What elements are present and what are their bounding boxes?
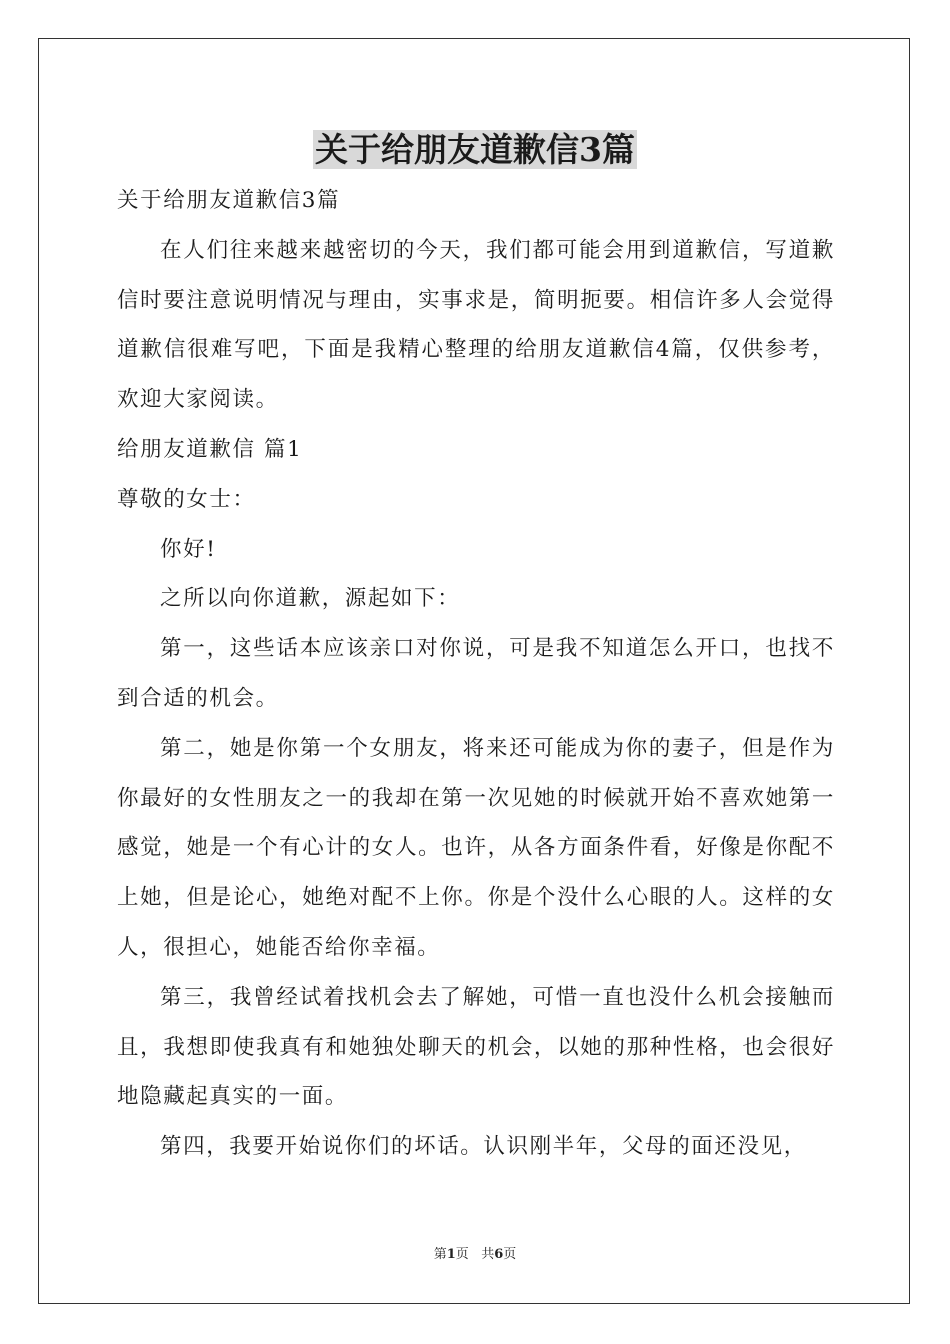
greeting: 你好!: [160, 536, 217, 562]
body-paragraph: 第一，这些话本应该亲口对你说，可是我不知道怎么开口，也找不到合适的机会。: [117, 636, 835, 711]
document-title-text: 关于给朋友道歉信3篇: [315, 130, 635, 169]
page-label-mid: 页 共: [455, 1247, 495, 1262]
page-footer: [0, 1246, 950, 1264]
document-title: [0, 128, 950, 172]
body-paragraph: 第三，我曾经试着找机会去了解她，可惜一直也没什么机会接触而且，我想即使我真有和她独处聊天的机会，以她的那种性格，也会很好地隐藏起真实的一面。: [117, 984, 835, 1110]
body-paragraph: 之所以向你道歉，源起如下：: [160, 586, 461, 612]
document-body: [117, 176, 835, 1172]
subtitle-line: 关于给朋友道歉信3篇: [117, 188, 341, 213]
page-label-prefix: 第: [433, 1247, 447, 1262]
salutation: 尊敬的女士：: [117, 486, 256, 512]
intro-paragraph: 在人们往来越来越密切的今天，我们都可能会用到道歉信，写道歉信时要注意说明情况与理由，实事求是，简明扼要。相信许多人会觉得道歉信很难写吧，下面是我精心整理的给朋友道歉信4篇，仅供参考，欢迎大家阅读。: [117, 237, 835, 413]
body-paragraph: 第二，她是你第一个女朋友，将来还可能成为你的妻子，但是作为你最好的女性朋友之一的我却在第一次见她的时候就开始不喜欢她第一感觉，她是一个有心计的女人。也许，从各方面条件看，好像是你配不上她，但是论心，她绝对配不上你。你是个没什么心眼的人。这样的女人，很担心，她能否给你幸福。: [117, 735, 835, 960]
body-paragraph: 第四，我要开始说你们的坏话。认识刚半年，父母的面还没见，: [160, 1134, 807, 1160]
page-label-suffix: 页: [503, 1247, 517, 1262]
current-page-number: 1: [446, 1247, 456, 1262]
section-heading: 给朋友道歉信 篇1: [117, 436, 303, 462]
total-page-number: 6: [494, 1247, 504, 1262]
